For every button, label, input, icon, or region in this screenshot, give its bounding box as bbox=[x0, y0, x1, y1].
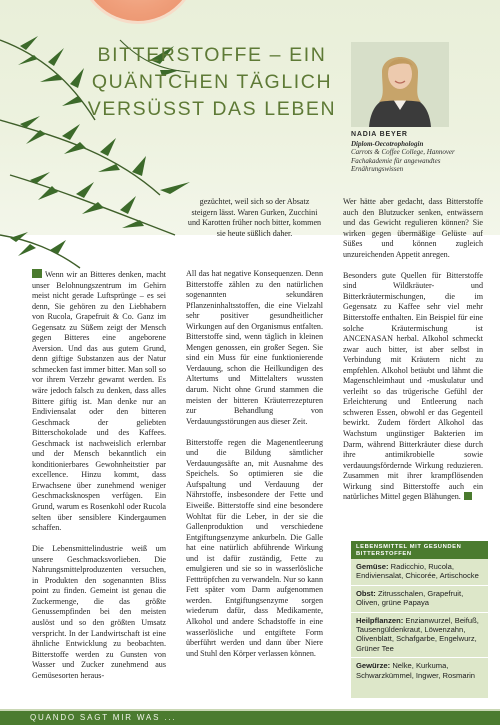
column-1-paragraph-1 bbox=[32, 269, 166, 534]
paragraph-start-marker bbox=[32, 269, 42, 278]
article-column-3 bbox=[343, 197, 483, 513]
column-3-paragraph-1: Wer hätte aber gedacht, dass Bitterstoffe auch den Blutzucker senken, entwässern und das Gewicht regulieren können? Sie wirken gegen übermäßige Gelüste auf Süßes und können zugleich unzureichenden Appetit anregen. bbox=[343, 197, 483, 259]
title-line-2: QUÄNTCHEN TÄGLICH bbox=[91, 71, 333, 93]
infobox-text: Enzianwurzel, Beifuß, Tausengüldenkraut, Löwenzahn, Olivenblatt, Schafgarbe, Engelwurz, Grüner Tee bbox=[356, 615, 479, 653]
column-3-paragraph-2-text: Besonders gute Quellen für Bitterstoffe sind Wildkräuter- und Bitterkräutermischungen, die im Gegensatz zu Kaffee sehr viel mehr Bitterstoffe enthalten. Ein Beispiel für eine solche Kräutermischung ist ANCENASAN herbal. Alkohol schmeckt zwar auch bitter, ist aber selbst in Verbindung mit Kräutern nicht zu empfehlen. Alkohol betäubt und lähmt die Magenschleimhaut und -muskulatur und verleiht so das trügerische Gefühl der Erleichterung und Entleerung nach schweren Essen, obwohl er das Gegenteil bewirkt. Zudem fördert Alkohol das Wachstum ungünstiger Bakterien im Darm, während Bitterkräuter diese durch ihre antimikrobielle sowie verdauungsfördernde Wirkung reduzieren. Zusammen mit ihrer krampflösenden Wirkung sind Bitterstoffe auch ein natürliches Mittel gegen Blähungen. bbox=[343, 270, 483, 502]
title-line-1: BITTERSTOFFE – EIN bbox=[97, 44, 327, 66]
infobox-label: Obst: bbox=[356, 588, 376, 598]
author-org-line-3: Ernährungswissen bbox=[351, 165, 404, 174]
column-1-paragraph-2: Die Lebensmittelindustrie weiß um unsere Geschmacksvorlieben. Die Nahrungsmittelproduzenten versuchen, in Produkten den sogenannten Bliss point zu finden. Gemeint ist genau die Zuckermenge, die das größte Genussempfinden bei den meisten auslöst und so den größten Umsatz verspricht. In der Landwirtschaft ist eine ähnliche Entwicklung zu beobachten. Bitterstoffe werden zu Gunsten von Wasser und Zucker zunehmend aus Gemüsesorten heraus- bbox=[32, 544, 166, 680]
infobox-row-spices bbox=[351, 658, 488, 684]
article-title bbox=[84, 42, 340, 123]
author-portrait-image bbox=[351, 42, 449, 127]
author-photo bbox=[351, 42, 449, 127]
infobox-text: Zitrusschalen, Grapefruit, Oliven, grüne Papaya bbox=[356, 588, 464, 608]
infobox-label: Gemüse: bbox=[356, 562, 389, 571]
article-column-1 bbox=[32, 269, 166, 692]
infobox-row-vegetables bbox=[351, 559, 488, 586]
bitter-foods-infobox bbox=[351, 541, 488, 698]
column-1-paragraph-1-text: Wenn wir an Bitteres denken, macht unser Belohnungszentrum im Gehirn meist nicht gerade Luftsprünge – es sei denn, Sie gehören zu den Liebhabern von Rucola, Grapefruit & Co. Ganz im Gegensatz zu Süßem zeigt der Mensch gegen Bitteres eine angeborene Aversion. Und das aus gutem Grund, denn giftige Substanzen aus der Natur schmecken fast immer bitter. Man soll so vor ihrem Verzehr gewarnt werden. Es wäre jedoch falsch zu denken, dass alles Bittere giftig ist. Man denke nur an Endiviensalat oder den bitteren Geschmack der geliebten Bitterschokolade und des Kaffees. Geschmack ist nachweislich erlernbar und der Mensch bekanntlich ein konditionierbares Gewohnheitstier par excellence. Hinzu kommt, dass Erwachsene über zunehmend weniger Geschmacksknospen verfügen. Ein Grund, warum es Rosenkohl oder Rucola selten über sensiblere Kindergaumen schaffen. bbox=[32, 270, 166, 533]
author-byline bbox=[351, 131, 491, 174]
article-column-2 bbox=[186, 269, 323, 670]
infobox-label: Gewürze: bbox=[356, 661, 391, 671]
infobox-label: Heilpflanzen: bbox=[356, 615, 404, 625]
column-2-paragraph-2: Bitterstoffe regen die Magenentleerung und die Bildung sämtlicher Verdauungssäfte an, mit Ausnahme des Speichels. So optimieren sie die Aufspaltung und Verdauung der Nährstoffe, insbesondere der Fette und Eiweiße. Bitterstoffe sind eine besondere Wohltat für die Leber, in der sie die Gallenproduktion und verschiedene Entgiftungsenzyme ankurbeln. Die Galle hat eine natürlich abführende Wirkung und ist dafür zuständig, Fette zu emulgieren und sie so in wasserlösliche Fetttröpfchen zu verwandeln. Nur so kann Fett später vom Darm aufgenommen werden. Entgiftungsenzyme sorgen wiederum dafür, dass Medikamente, Alkohol und andere Schadstoffe in eine wasserlösliche und entgiftete Form überführt werden und dann über Niere und Stuhl den Körper verlassen können. bbox=[186, 437, 323, 658]
article-end-marker bbox=[464, 492, 472, 500]
column-2-intro: gezüchtet, weil sich so der Absatz steigern lässt. Waren Gurken, Zucchini und Karotten früher noch bitter, kommen sie heute süßlich daher. bbox=[187, 197, 322, 238]
column-3-paragraph-2 bbox=[343, 271, 483, 503]
author-org-line-1: Carrots & Coffee College, Hannover bbox=[351, 148, 455, 157]
author-name: NADIA BEYER bbox=[351, 131, 408, 138]
page-footer bbox=[0, 709, 500, 725]
author-role: Diplom-Oecotrophologin bbox=[351, 139, 424, 148]
infobox-row-medicinal-plants bbox=[351, 613, 488, 659]
infobox-text: Radicchio, Rucola, Endiviensalat, Chicorée, Artischocke bbox=[356, 562, 479, 581]
infobox-heading: LEBENSMITTEL MIT GESUNDEN BITTERSTOFFEN bbox=[351, 541, 488, 559]
title-line-3: VERSÜSST DAS LEBEN bbox=[87, 98, 337, 120]
article-column-2-top bbox=[186, 197, 323, 250]
infobox-row-fruit bbox=[351, 586, 488, 613]
infobox-text: Nelke, Kurkuma, Schwarzkümmel, Ingwer, Rosmarin bbox=[356, 661, 476, 680]
author-org-line-2: Fachakademie für angewandtes bbox=[351, 156, 441, 165]
footer-section-title: QUANDO SAGT MIR WAS ... bbox=[30, 713, 177, 722]
column-2-paragraph-1: All das hat negative Konsequenzen. Denn Bitterstoffe zählen zu den natürlichen sogenannten sekundären Pflanzeninhaltsstoffen, die eine Vielzahl sehr positiver gesundheitlicher Wirkungen auf den Organismus entfalten. Bitterstoffe sind, wenn täglich in kleinen Mengen genossen, ein großer Segen. Sie sind ein Muss für eine funktionierende Verdauung, schon die Heilkundigen des Altertums und Mittelalters wussten darum. Nicht ohne Grund stammen die meisten der bitteren Kräuterrezepturen zur Behandlung von Verdauungsstörungen aus dieser Zeit. bbox=[186, 269, 323, 426]
